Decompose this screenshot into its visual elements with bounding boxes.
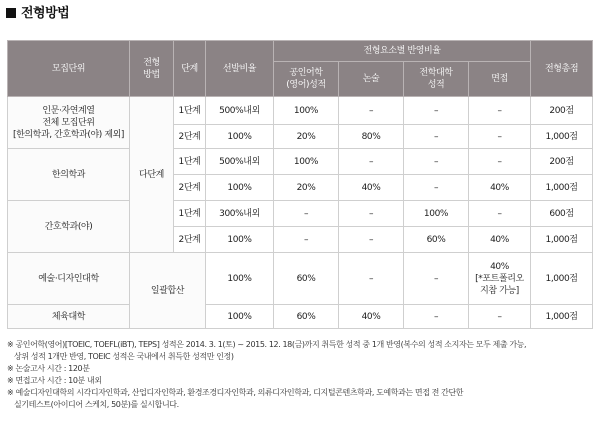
interview-cell: 40%: [469, 227, 531, 253]
header-unit: 모집단위: [8, 41, 130, 97]
ratio-cell: 500%내외: [206, 97, 274, 125]
total-cell: 1,000점: [531, 175, 593, 201]
header-stage: 단계: [174, 41, 206, 97]
stage-cell: 1단계: [174, 97, 206, 125]
header-select-ratio: 선발비율: [206, 41, 274, 97]
section-title: [6, 2, 69, 21]
interview-cell: –: [469, 149, 531, 175]
header-essay: 논술: [339, 62, 404, 97]
unit-cell-arts-design: 예술·디자인대학: [8, 253, 130, 305]
footnote-essay-time: ※ 논술고사 시간 : 120분: [7, 364, 90, 373]
table-row: [8, 149, 593, 175]
language-cell: 20%: [274, 175, 339, 201]
language-cell: 100%: [274, 149, 339, 175]
footnote-language-cont: 상위 성적 1개만 반영, TOEIC 성적은 국내에서 취득한 성적만 인정): [14, 352, 234, 361]
language-cell: –: [274, 227, 339, 253]
method-cell-dandan: 다단계: [130, 97, 174, 253]
grade-cell: –: [404, 305, 469, 329]
total-cell: 200점: [531, 97, 593, 125]
table-row: [8, 305, 593, 329]
essay-cell: –: [339, 201, 404, 227]
total-cell: 600점: [531, 201, 593, 227]
essay-cell: –: [339, 253, 404, 305]
stage-cell: 1단계: [174, 149, 206, 175]
admission-method-table: [7, 40, 593, 329]
essay-cell: –: [339, 149, 404, 175]
grade-cell: –: [404, 125, 469, 149]
grade-cell: –: [404, 175, 469, 201]
square-bullet-icon: [6, 8, 16, 18]
footnote-arts-test-cont: 실기테스트(아이디어 스케치, 50분)를 실시합니다.: [14, 400, 179, 409]
header-method: 전형 방법: [130, 41, 174, 97]
stage-cell: 2단계: [174, 227, 206, 253]
stage-cell: 2단계: [174, 125, 206, 149]
header-interview: 면접: [469, 62, 531, 97]
ratio-cell: 300%내외: [206, 201, 274, 227]
grade-cell: –: [404, 149, 469, 175]
grade-cell: –: [404, 253, 469, 305]
ratio-cell: 100%: [206, 227, 274, 253]
stage-cell: 2단계: [174, 175, 206, 201]
language-cell: 60%: [274, 305, 339, 329]
table-row: [8, 97, 593, 125]
essay-cell: –: [339, 97, 404, 125]
interview-cell: –: [469, 201, 531, 227]
header-language: 공인어학 (영어)성적: [274, 62, 339, 97]
footnote-arts-test: ※ 예술디자인대학의 시각디자인학과, 산업디자인학과, 환경조경디자인학과, 의류디자인학과, 디지털콘텐츠학과, 도예학과는 면접 전 간단한: [7, 388, 464, 397]
interview-cell: –: [469, 125, 531, 149]
total-cell: 200점: [531, 149, 593, 175]
footnotes: [7, 339, 597, 411]
header-reflect-ratio: 전형요소별 반영비율: [274, 41, 531, 62]
ratio-cell: 100%: [206, 253, 274, 305]
section-title-text: 전형방법: [21, 6, 70, 21]
grade-cell: 100%: [404, 201, 469, 227]
footnote-interview-time: ※ 면접고사 시간 : 10분 내외: [7, 376, 102, 385]
language-cell: 60%: [274, 253, 339, 305]
table-row: [8, 201, 593, 227]
essay-cell: 40%: [339, 175, 404, 201]
interview-cell: –: [469, 305, 531, 329]
method-cell-ilgwal: 일괄합산: [130, 253, 206, 329]
total-cell: 1,000점: [531, 253, 593, 305]
essay-cell: 40%: [339, 305, 404, 329]
stage-cell: 1단계: [174, 201, 206, 227]
total-cell: 1,000점: [531, 227, 593, 253]
ratio-cell: 100%: [206, 125, 274, 149]
ratio-cell: 100%: [206, 175, 274, 201]
unit-cell-nursing-night: 간호학과(야): [8, 201, 130, 253]
ratio-cell: 500%내외: [206, 149, 274, 175]
total-cell: 1,000점: [531, 305, 593, 329]
interview-cell: 40% [*포트폴리오 지참 가능]: [469, 253, 531, 305]
essay-cell: –: [339, 227, 404, 253]
header-college-grade: 전학대학 성적: [404, 62, 469, 97]
language-cell: 20%: [274, 125, 339, 149]
grade-cell: –: [404, 97, 469, 125]
unit-cell-sports: 체육대학: [8, 305, 130, 329]
interview-cell: –: [469, 97, 531, 125]
header-row-1: [8, 41, 593, 62]
header-total: 전형총점: [531, 41, 593, 97]
total-cell: 1,000점: [531, 125, 593, 149]
grade-cell: 60%: [404, 227, 469, 253]
interview-cell: 40%: [469, 175, 531, 201]
language-cell: 100%: [274, 97, 339, 125]
unit-cell-humanities: 인문·자연계열 전체 모집단위 [한의학과, 간호학과(야) 제외]: [8, 97, 130, 149]
footnote-language: ※ 공인어학(영어)[TOEIC, TOEFL(iBT), TEPS] 성적은 2014. 3. 1(토) ~ 2015. 12. 18(금)까지 취득한 성적 중 1개 반영(복수의 성적 소지자는 모두 제출 가능,: [7, 340, 527, 349]
table-row: [8, 253, 593, 305]
essay-cell: 80%: [339, 125, 404, 149]
ratio-cell: 100%: [206, 305, 274, 329]
unit-cell-oriental-medicine: 한의학과: [8, 149, 130, 201]
language-cell: –: [274, 201, 339, 227]
